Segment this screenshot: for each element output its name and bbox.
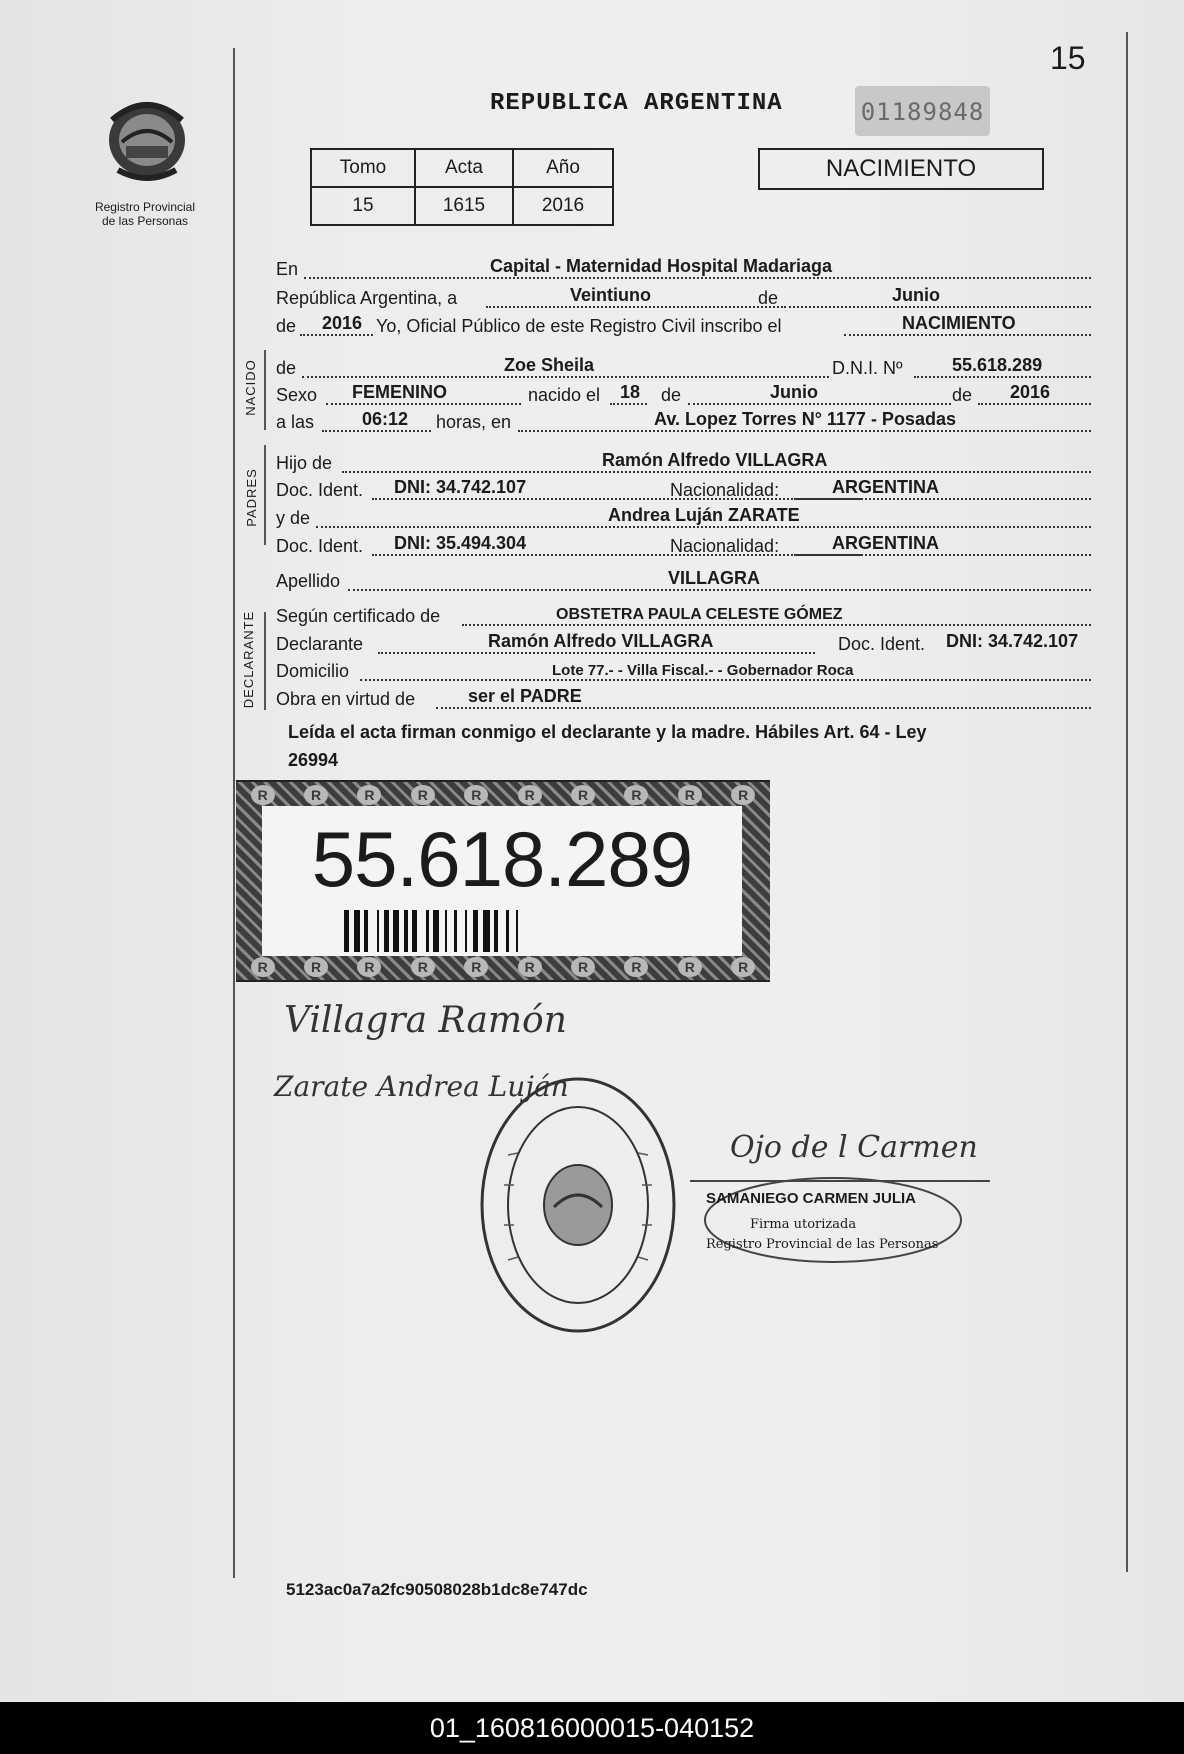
value-sex: FEMENINO — [352, 382, 448, 402]
value-declarant-doc: DNI: 34.742.107 — [946, 631, 1079, 651]
official-role: Firma utorizada — [750, 1217, 857, 1232]
pattern-letter: R — [464, 957, 488, 977]
page-number: 15 — [1050, 40, 1086, 76]
value-acta: 1615 — [415, 187, 513, 225]
pattern-letter: R — [731, 957, 755, 977]
label-doc-ident: Doc. Ident. — [838, 634, 926, 654]
barcode-bar — [483, 910, 490, 952]
value-place: Capital - Maternidad Hospital Madariaga — [490, 256, 833, 276]
pattern-letter: R — [304, 785, 328, 805]
header-acta: Acta — [415, 149, 513, 187]
signature-declarante: Villagra Ramón — [284, 1000, 567, 1041]
dots — [372, 498, 861, 500]
dots — [794, 554, 1091, 556]
dots — [372, 554, 861, 556]
barcode-bar — [473, 910, 478, 952]
label-y-de: y de — [276, 508, 311, 528]
dots — [610, 403, 647, 405]
left-margin-line — [233, 48, 235, 1578]
country-title: REPUBLICA ARGENTINA — [490, 90, 783, 117]
barcode-bar — [354, 910, 360, 952]
value-mother-doc: DNI: 35.494.304 — [394, 533, 527, 553]
pattern-letter: R — [571, 785, 595, 805]
header-anio: Año — [513, 149, 613, 187]
pattern-letter: R — [571, 957, 595, 977]
pattern-letter: R — [678, 785, 702, 805]
value-obra: ser el PADRE — [468, 686, 582, 706]
row-domicilio — [276, 658, 1091, 684]
dots — [378, 652, 815, 654]
row-year — [276, 313, 1091, 339]
pattern-letter: R — [251, 785, 275, 805]
value-birth-day: 18 — [620, 382, 641, 402]
province-emblem-icon — [100, 90, 195, 182]
barcode-number: 55.618.289 — [311, 815, 693, 903]
row-en — [276, 256, 1091, 282]
barcode-bar — [404, 910, 408, 952]
barcode-bar — [465, 910, 467, 952]
dots — [914, 376, 1091, 378]
label-de: de — [661, 385, 682, 405]
dots — [302, 376, 829, 378]
value-mother-nationality: ARGENTINA — [832, 533, 939, 553]
value-declarant: Ramón Alfredo VILLAGRA — [488, 631, 714, 651]
value-anio: 2016 — [513, 187, 613, 225]
dots — [978, 403, 1091, 405]
row-republica — [276, 285, 1091, 311]
dots — [300, 334, 373, 336]
pattern-letter: R — [411, 957, 435, 977]
right-margin-line — [1126, 32, 1128, 1572]
label-doc-ident: Doc. Ident. — [276, 536, 364, 556]
label-doc-ident: Doc. Ident. — [276, 480, 364, 500]
pattern-letter: R — [411, 785, 435, 805]
row-madre — [276, 505, 1091, 531]
row-hijo — [276, 450, 1091, 476]
closing-line1: Leída el acta firman conmigo el declarante y la madre. Hábiles Art. 64 - Ley — [288, 722, 927, 742]
section-label-nacido: NACIDO — [242, 359, 258, 416]
barcode-bar — [377, 910, 379, 952]
pattern-letter: R — [731, 785, 755, 805]
barcode-bar — [445, 910, 447, 952]
dots — [326, 403, 521, 405]
signature-official: Ojo de l Carmen — [730, 1130, 978, 1165]
value-father-nationality: ARGENTINA — [832, 477, 939, 497]
closing-line2: 26994 — [288, 750, 339, 770]
label-horas-en: horas, en — [436, 412, 512, 432]
pattern-top — [236, 782, 770, 808]
row-certificado — [276, 603, 1091, 629]
bracket-nacido — [264, 350, 266, 430]
pattern-letter: R — [357, 957, 381, 977]
value-surname: VILLAGRA — [668, 568, 760, 588]
label-republica: República Argentina, a — [276, 288, 458, 308]
pattern-letter: R — [357, 785, 381, 805]
label-a-las: a las — [276, 412, 315, 432]
label-en: En — [276, 259, 299, 279]
value-birth-place: Av. Lopez Torres N° 1177 - Posadas — [654, 409, 956, 429]
pattern-letter: R — [464, 785, 488, 805]
label-nacionalidad: Nacionalidad: — [670, 536, 780, 556]
label-de: de — [276, 358, 297, 378]
dots — [360, 679, 1091, 681]
dots — [462, 624, 1091, 626]
value-year: 2016 — [322, 313, 363, 333]
dots — [784, 306, 1091, 308]
value-act: NACIMIENTO — [902, 313, 1016, 333]
row-apellido — [276, 568, 1091, 594]
pattern-letter: R — [518, 957, 542, 977]
barcode-bar — [454, 910, 457, 952]
pattern-letter: R — [624, 957, 648, 977]
barcode-bar — [433, 910, 439, 952]
dots — [348, 589, 1091, 591]
dots — [794, 498, 1091, 500]
barcode-bars — [344, 910, 660, 952]
label-nacionalidad: Nacionalidad: — [670, 480, 780, 500]
barcode-label — [262, 806, 742, 956]
value-father-doc: DNI: 34.742.107 — [394, 477, 527, 497]
dots — [518, 430, 1091, 432]
label-de: de — [276, 316, 297, 336]
barcode-bar — [516, 910, 518, 952]
value-birth-month: Junio — [770, 382, 818, 402]
row-doc-madre — [276, 533, 1091, 559]
value-dni: 55.618.289 — [952, 355, 1043, 375]
pattern-letter: R — [304, 957, 328, 977]
value-mother: Andrea Luján ZARATE — [608, 505, 800, 525]
pattern-letter: R — [624, 785, 648, 805]
value-certificate: OBSTETRA PAULA CELESTE GÓMEZ — [556, 606, 843, 623]
value-address: Lote 77.- - Villa Fiscal.- - Gobernador Roca — [552, 662, 854, 679]
label-domicilio: Domicilio — [276, 661, 350, 681]
document-hash: 5123ac0a7a2fc90508028b1dc8e747dc — [286, 1580, 588, 1599]
scan-footer: 01_160816000015-040152 — [0, 1702, 1184, 1754]
barcode-bar — [494, 910, 498, 952]
barcode-bar — [384, 910, 389, 952]
label-de: de — [758, 288, 779, 308]
barcode-bar — [412, 910, 417, 952]
pattern-letter: R — [251, 957, 275, 977]
row-declarante — [276, 631, 1091, 657]
dots — [316, 526, 1091, 528]
value-tomo: 15 — [311, 187, 415, 225]
barcode-bar — [506, 910, 509, 952]
label-declarante: Declarante — [276, 634, 364, 654]
row-hora — [276, 409, 1091, 435]
row-sexo — [276, 382, 1091, 408]
dots — [436, 707, 1091, 709]
value-name: Zoe Sheila — [504, 355, 595, 375]
dots — [322, 430, 431, 432]
barcode-bar — [364, 910, 368, 952]
section-label-declarante: DECLARANTE — [241, 610, 257, 709]
closing-text — [288, 718, 1078, 774]
pattern-letter: R — [518, 785, 542, 805]
register-table-header — [311, 149, 613, 187]
dots — [688, 403, 951, 405]
label-certificado: Según certificado de — [276, 606, 441, 626]
logo-caption-line2: de las Personas — [101, 214, 189, 228]
row-doc-padre — [276, 477, 1091, 503]
row-nombre — [276, 355, 1091, 381]
barcode-bar — [344, 910, 349, 952]
pattern-letter: R — [678, 957, 702, 977]
signature-madre: Zarate Andrea Luján — [274, 1070, 569, 1103]
barcode-sticker — [236, 780, 770, 982]
pattern-bottom — [236, 954, 770, 980]
label-de: de — [952, 385, 973, 405]
dots — [304, 277, 1091, 279]
dots — [342, 471, 1091, 473]
barcode-bar — [393, 910, 399, 952]
label-nacido-el: nacido el — [528, 385, 601, 405]
label-hijo-de: Hijo de — [276, 453, 333, 473]
label-inscribo: Yo, Oficial Público de este Registro Civil inscribo el — [376, 316, 782, 336]
dots — [844, 334, 1091, 336]
label-sexo: Sexo — [276, 385, 318, 405]
serial-number: 01189848 — [855, 86, 990, 136]
official-office: Registro Provincial de las Personas — [706, 1237, 939, 1252]
register-table-values — [311, 187, 613, 225]
registry-seal-icon — [478, 1075, 678, 1335]
bracket-declarante — [264, 612, 266, 710]
value-father: Ramón Alfredo VILLAGRA — [602, 450, 828, 470]
value-month: Junio — [892, 285, 940, 305]
logo-caption — [80, 200, 210, 228]
header-tomo: Tomo — [311, 149, 415, 187]
bracket-padres — [264, 445, 266, 545]
record-type-box: NACIMIENTO — [758, 148, 1044, 190]
row-obra — [276, 686, 1091, 712]
logo-caption-line1: Registro Provincial — [94, 200, 196, 214]
section-label-padres: PADRES — [243, 468, 259, 527]
value-day-words: Veintiuno — [570, 285, 651, 305]
official-name: SAMANIEGO CARMEN JULIA — [706, 1190, 917, 1207]
value-time: 06:12 — [362, 409, 409, 429]
label-obra: Obra en virtud de — [276, 689, 416, 709]
label-apellido: Apellido — [276, 571, 341, 591]
register-table — [310, 148, 614, 226]
label-dni: D.N.I. Nº — [832, 358, 903, 378]
barcode-bar — [426, 910, 429, 952]
value-birth-year: 2016 — [1010, 382, 1051, 402]
dots — [486, 306, 786, 308]
